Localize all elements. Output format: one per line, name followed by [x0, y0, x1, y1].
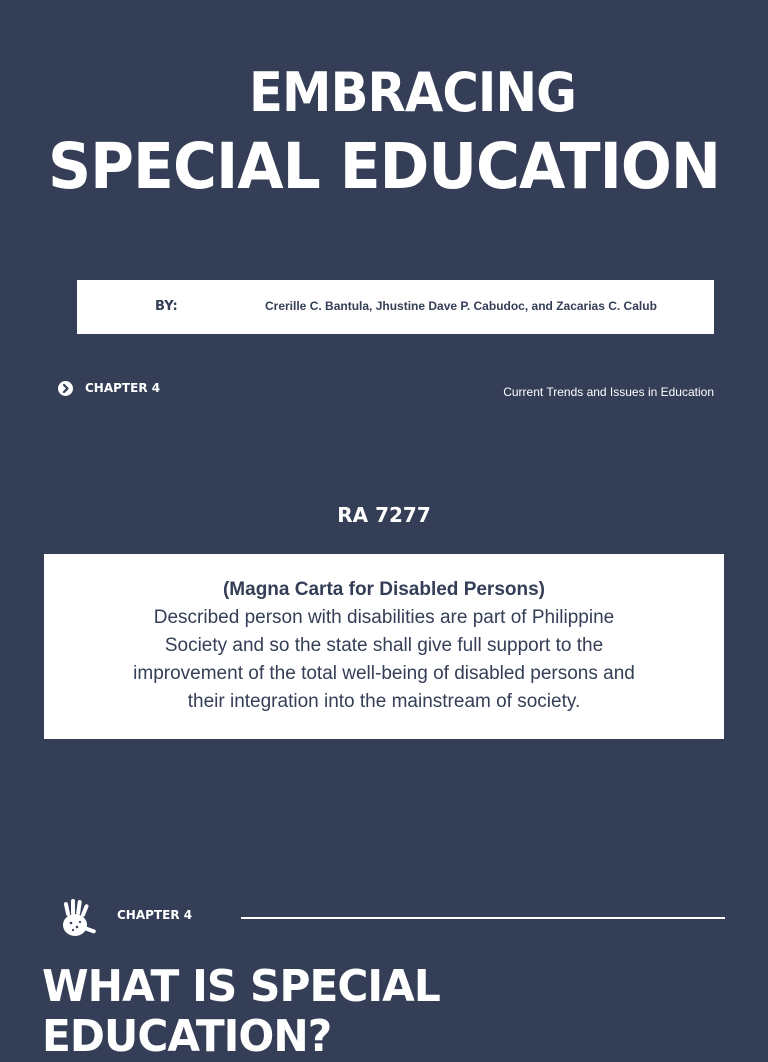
ra-heading: RA 7277 [337, 503, 431, 527]
byline-box [77, 280, 714, 334]
authors: Crerille C. Bantula, Jhustine Dave P. Cabudoc, and Zacarias C. Calub [265, 299, 657, 313]
course-title: Current Trends and Issues in Education [503, 385, 714, 399]
chapter-label: CHAPTER 4 [85, 381, 161, 395]
ra-body: Described person with disabilities are part of Philippine Society and so the state shall give full support to the improvement of the total well-being of disabled persons and their integration into the mainstream of society. [133, 607, 635, 712]
hand-print-icon [60, 898, 98, 940]
section-title [42, 962, 440, 1062]
ra-box [44, 554, 724, 739]
chevron-right-circle-icon [58, 381, 73, 396]
section-divider [241, 917, 725, 919]
by-label: BY: [155, 299, 178, 314]
chapter-label-2: CHAPTER 4 [117, 908, 193, 922]
section-title-line2: EDUCATION? [42, 1011, 332, 1062]
cover-title-line2: SPECIAL EDUCATION [47, 130, 721, 203]
section-title-line1: WHAT IS SPECIAL [42, 961, 440, 1012]
cover-title-line1: EMBRACING [249, 61, 577, 124]
ra-subtitle: (Magna Carta for Disabled Persons) [222, 579, 546, 600]
chapter-row [58, 378, 160, 398]
